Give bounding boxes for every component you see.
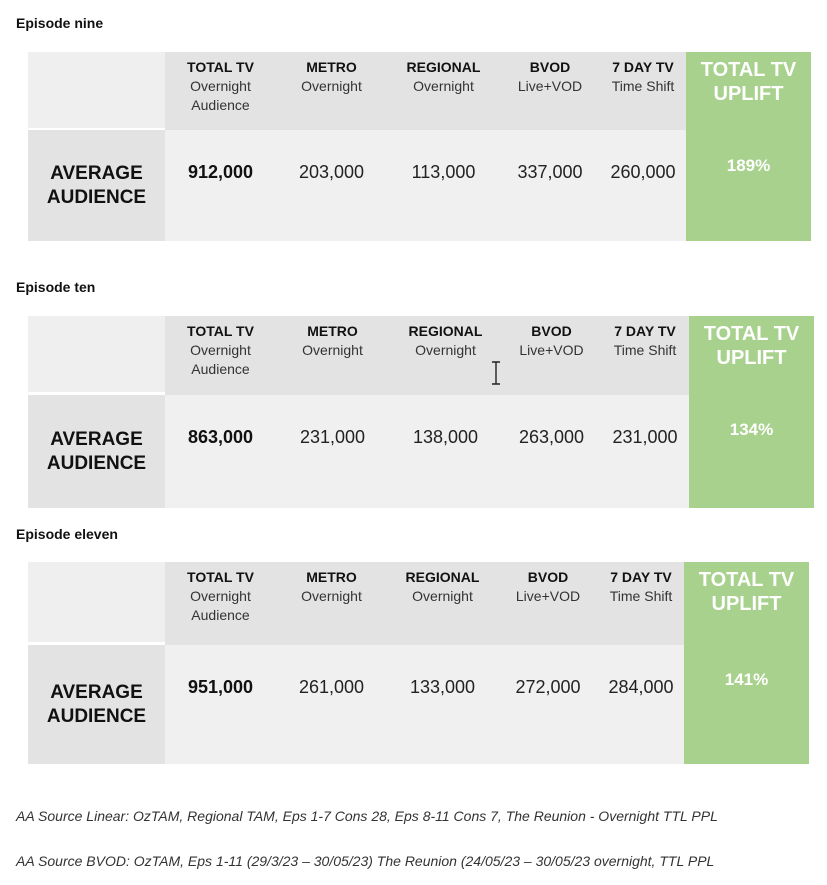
- value-regional: 138,000: [412, 427, 479, 447]
- row-label-average-audience: AVERAGE AUDIENCE: [28, 395, 165, 508]
- col-header-metro: METRO Overnight: [301, 59, 362, 94]
- table-body: [165, 395, 689, 508]
- col-header-7day: 7 DAY TV Time Shift: [613, 323, 677, 358]
- audience-table: [28, 52, 811, 241]
- value-bvod: 272,000: [515, 677, 581, 697]
- source-note-linear: AA Source Linear: OzTAM, Regional TAM, Eps 1-7 Cons 28, Eps 8-11 Cons 7, The Reunion - Overnight TTL PPL: [16, 808, 718, 824]
- audience-table: [28, 562, 809, 764]
- col-header-total-tv: TOTAL TV Overnight Audience: [187, 59, 254, 113]
- value-regional: 133,000: [409, 677, 476, 697]
- uplift-value: 134%: [729, 420, 774, 439]
- uplift-column: [689, 316, 814, 508]
- table-body: [165, 645, 684, 764]
- value-regional: 113,000: [411, 162, 476, 182]
- value-metro: 261,000: [298, 677, 365, 697]
- row-label-average-audience: AVERAGE AUDIENCE: [28, 645, 165, 764]
- uplift-header: TOTAL TV UPLIFT: [698, 569, 795, 615]
- table-corner: [28, 316, 165, 392]
- value-bvod: 263,000: [518, 427, 585, 447]
- table-body: [165, 130, 686, 241]
- text-cursor-icon: [490, 361, 502, 385]
- row-label-average-audience: AVERAGE AUDIENCE: [28, 130, 165, 241]
- value-7day: 231,000: [612, 427, 678, 447]
- table-header: [165, 562, 684, 645]
- col-header-regional: REGIONAL Overnight: [406, 59, 481, 94]
- value-total-tv: 912,000: [187, 162, 254, 182]
- episode-title: Episode ten: [16, 279, 96, 295]
- col-header-total-tv: TOTAL TV Overnight Audience: [187, 569, 254, 623]
- uplift-value: 189%: [726, 156, 771, 175]
- value-metro: 203,000: [298, 162, 365, 182]
- col-header-regional: REGIONAL Overnight: [405, 569, 480, 604]
- source-note-bvod: AA Source BVOD: OzTAM, Eps 1-11 (29/3/23 – 30/05/23) The Reunion (24/05/23 – 30/05/23 overnight, TTL PPL: [16, 853, 715, 869]
- col-header-total-tv: TOTAL TV Overnight Audience: [187, 323, 254, 377]
- value-metro: 231,000: [299, 427, 366, 447]
- col-header-7day: 7 DAY TV Time Shift: [611, 59, 675, 94]
- col-header-bvod: BVOD Live+VOD: [517, 59, 583, 94]
- value-7day: 284,000: [608, 677, 674, 697]
- value-total-tv: 951,000: [187, 677, 254, 697]
- col-header-bvod: BVOD Live+VOD: [519, 323, 584, 358]
- col-header-regional: REGIONAL Overnight: [408, 323, 483, 358]
- col-header-metro: METRO Overnight: [301, 569, 362, 604]
- value-total-tv: 863,000: [187, 427, 254, 447]
- value-bvod: 337,000: [517, 162, 583, 182]
- uplift-header: TOTAL TV UPLIFT: [700, 59, 797, 105]
- table-header: [165, 316, 689, 395]
- table-corner: [28, 52, 165, 128]
- episode-title: Episode nine: [16, 15, 104, 31]
- audience-table: [28, 316, 814, 508]
- col-header-metro: METRO Overnight: [302, 323, 363, 358]
- uplift-column: [686, 52, 811, 241]
- value-7day: 260,000: [610, 162, 676, 182]
- uplift-header: TOTAL TV UPLIFT: [703, 323, 800, 369]
- col-header-7day: 7 DAY TV Time Shift: [609, 569, 673, 604]
- episode-title: Episode eleven: [16, 526, 118, 542]
- col-header-bvod: BVOD Live+VOD: [515, 569, 581, 604]
- uplift-column: [684, 562, 809, 764]
- table-corner: [28, 562, 165, 642]
- uplift-value: 141%: [724, 670, 769, 689]
- table-header: [165, 52, 686, 130]
